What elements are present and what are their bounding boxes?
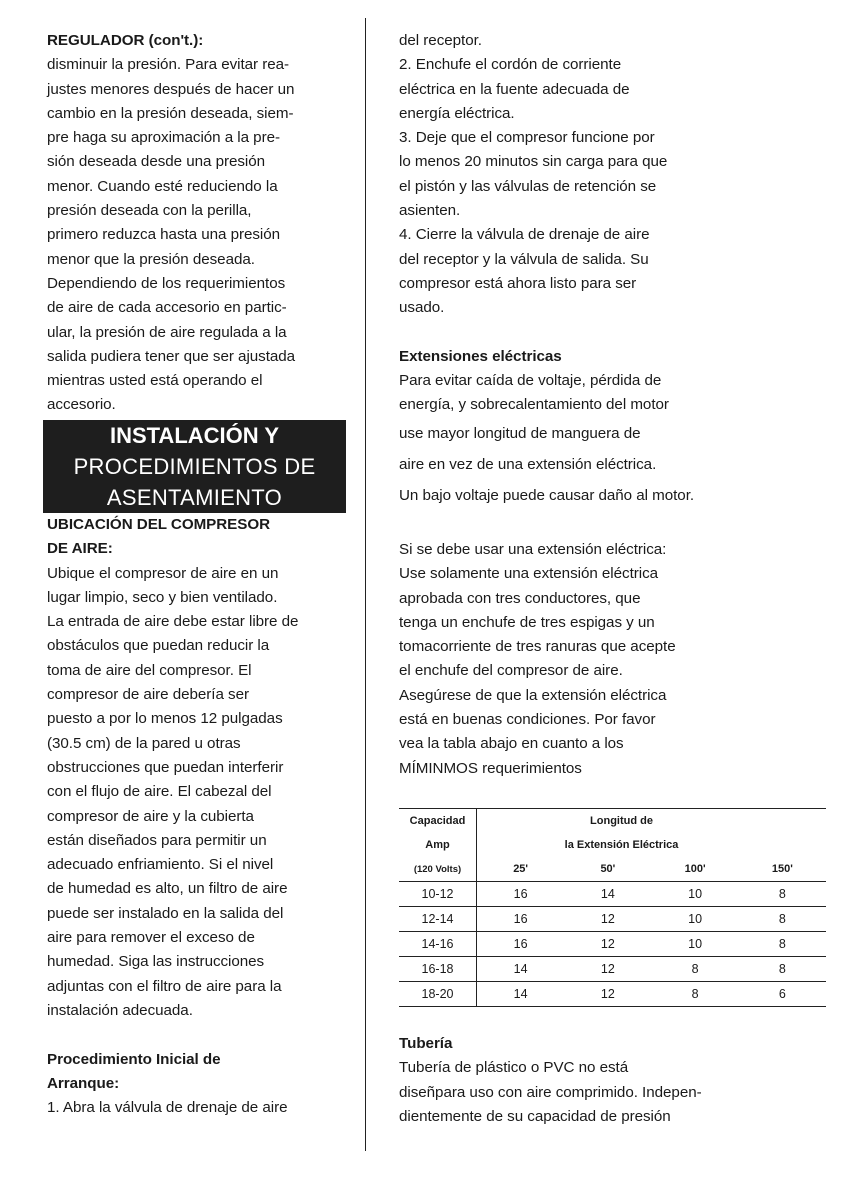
text-line: mientras usted está operando el: [47, 372, 263, 390]
procedimiento-heading-2: Arranque:: [47, 1074, 120, 1092]
table-cell: 8: [778, 962, 786, 976]
text-line: toma de aire del compresor. El: [47, 661, 252, 679]
text-line: primero reduzca hasta una presión: [47, 226, 281, 244]
extensiones-heading: Extensiones eléctricas: [399, 347, 562, 365]
text-line: Tubería de plástico o PVC no está: [399, 1059, 629, 1077]
procedimiento-heading: Procedimiento Inicial de: [47, 1050, 221, 1068]
extensiones-extra: [399, 418, 804, 512]
table-cell: 14-16: [399, 932, 477, 956]
text-line: salida pudiera tener que ser ajustada: [47, 347, 296, 365]
right-column-middle: [399, 538, 804, 781]
text-line: justes menores después de hacer un: [47, 80, 295, 98]
text-line: están diseñados para permitir un: [47, 831, 267, 849]
text-line: compresor de aire y la cubierta: [47, 807, 254, 825]
text-line: adecuado enfriamiento. Si el nivel: [47, 856, 274, 874]
table-cell: 16-18: [399, 957, 477, 981]
text-line: puesto a por lo menos 12 pulgadas: [47, 710, 283, 728]
text-line: Dependiendo de los requerimientos: [47, 274, 286, 292]
text-line: disminuir la presión. Para evitar rea-: [47, 56, 290, 74]
table-row: [399, 957, 826, 982]
text-line: está en buenas condiciones. Por favor: [399, 711, 656, 729]
text-line: use mayor longitud de manguera de: [399, 424, 641, 442]
text-line: energía, y sobrecalentamiento del motor: [399, 396, 669, 414]
table-cell: 8: [691, 987, 699, 1001]
text-line: sión deseada desde una presión: [47, 153, 266, 171]
text-line: compresor de aire debería ser: [47, 686, 249, 704]
table-cell: 10: [688, 912, 703, 926]
text-line: MÍMINMOS requerimientos: [399, 759, 582, 777]
text-line: asienten.: [399, 202, 461, 220]
table-header-cell: Amp: [399, 833, 477, 857]
text-line: aire para remover el exceso de: [47, 929, 255, 947]
text-line: aire en vez de una extensión eléctrica.: [399, 455, 657, 473]
table-header-cell: Capacidad: [399, 809, 477, 833]
banner-line-3: ASENTAMIENTO: [106, 485, 283, 510]
table-cell: 6: [778, 987, 786, 1001]
text-line: La entrada de aire debe estar libre de: [47, 613, 299, 631]
extension-cord-table: [399, 808, 826, 1007]
text-line: tenga un enchufe de tres espigas y un: [399, 613, 655, 631]
table-cell: 14: [513, 962, 528, 976]
table-cell: 10: [688, 937, 703, 951]
column-divider: [365, 18, 366, 1151]
text-line: pre haga su aproximación a la pre-: [47, 129, 280, 147]
ubicacion-heading-2: DE AIRE:: [47, 540, 113, 558]
text-line: del receptor.: [399, 32, 482, 49]
text-line: vea la tabla abajo en cuanto a los: [399, 735, 624, 753]
text-line: (30.5 cm) de la pared u otras: [47, 734, 241, 752]
text-line: energía eléctrica.: [399, 104, 515, 122]
text-line: cambio en la presión deseada, siem-: [47, 104, 294, 122]
table-cell: 16: [513, 887, 528, 901]
regulador-paragraph: [47, 53, 347, 417]
text-line: tomacorriente de tres ranuras que acepte: [399, 638, 676, 656]
text-line: aprobada con tres conductores, que: [399, 589, 641, 607]
text-line: Si se debe usar una extensión eléctrica:: [399, 541, 667, 558]
text-line: el pistón y las válvulas de retención se: [399, 177, 657, 195]
table-cell: 10: [688, 887, 703, 901]
text-line: Asegúrese de que la extensión eléctrica: [399, 686, 667, 704]
table-cell: 8: [691, 962, 699, 976]
left-column: [47, 29, 347, 418]
table-header-cell: Longitud de: [590, 815, 653, 827]
text-line: usado.: [399, 299, 445, 317]
text-line: del receptor y la válvula de salida. Su: [399, 250, 649, 268]
section-banner: [43, 420, 346, 513]
tuberia-heading: Tubería: [399, 1035, 453, 1052]
text-line: 4. Cierre la válvula de drenaje de aire: [399, 226, 650, 244]
spacer: [399, 321, 804, 345]
table-header-cell: 100': [684, 863, 706, 875]
text-line: menor que la presión deseada.: [47, 250, 255, 268]
table-cell: 16: [513, 937, 528, 951]
text-line: ular, la presión de aire regulada a la: [47, 323, 287, 341]
text-line: obstáculos que puedan reducir la: [47, 637, 270, 655]
table-header-cell: 25': [513, 863, 529, 875]
spacer: [47, 1023, 347, 1047]
table-cell: 12-14: [399, 907, 477, 931]
text-line: lugar limpio, seco y bien ventilado.: [47, 588, 278, 606]
table-row: [399, 982, 826, 1006]
table-row: [399, 882, 826, 907]
right-column: [399, 29, 804, 511]
table-cell: 12: [600, 987, 615, 1001]
table-cell: 14: [513, 987, 528, 1001]
table-header-row: [399, 809, 826, 833]
text-line: humedad. Siga las instrucciones: [47, 953, 265, 971]
banner-line-2: PROCEDIMIENTOS DE: [73, 454, 316, 479]
text-line: de aire de cada accesorio en partic-: [47, 299, 287, 317]
ubicacion-paragraph: [47, 562, 347, 1024]
table-cell: 12: [600, 962, 615, 976]
table-header-cell: (120 Volts): [399, 857, 477, 881]
text-line: instalación adecuada.: [47, 1001, 193, 1019]
table-cell: 10-12: [399, 882, 477, 906]
procedure-continuation: [399, 29, 804, 321]
text-line: Un bajo voltaje puede causar daño al motor.: [399, 487, 695, 505]
text-line: 3. Deje que el compresor funcione por: [399, 129, 655, 147]
table-cell: 14: [600, 887, 615, 901]
text-line: con el flujo de aire. El cabezal del: [47, 783, 272, 801]
table-row: [399, 932, 826, 957]
text-line: de humedad es alto, un filtro de aire: [47, 880, 288, 898]
table-header-cell: 150': [771, 863, 793, 875]
banner-line-1: INSTALACIÓN Y: [109, 423, 280, 448]
table-cell: 8: [778, 912, 786, 926]
ubicacion-heading: UBICACIÓN DEL COMPRESOR: [47, 516, 271, 533]
table-header-cell: 50': [600, 863, 616, 875]
text-line: eléctrica en la fuente adecuada de: [399, 80, 630, 98]
procedure-step-1: 1. Abra la válvula de drenaje de aire: [47, 1099, 288, 1117]
table-cell: 18-20: [399, 982, 477, 1006]
text-line: accesorio.: [47, 396, 116, 414]
right-column-bottom: [399, 1032, 804, 1129]
text-line: Ubique el compresor de aire en un: [47, 564, 279, 582]
text-line: puede ser instalado en la salida del: [47, 904, 284, 922]
table-cell: 8: [778, 937, 786, 951]
table-cell: 12: [600, 937, 615, 951]
table-cell: 8: [778, 887, 786, 901]
text-line: Para evitar caída de voltaje, pérdida de: [399, 372, 662, 390]
table-header-row: [399, 833, 826, 857]
table-cell: 16: [513, 912, 528, 926]
table-cell: 12: [600, 912, 615, 926]
text-line: compresor está ahora listo para ser: [399, 274, 637, 292]
text-line: diseñpara uso con aire comprimido. Indepen-: [399, 1083, 702, 1101]
text-line: adjuntas con el filtro de aire para la: [47, 977, 282, 995]
table-row: [399, 907, 826, 932]
text-line: Use solamente una extensión eléctrica: [399, 565, 659, 583]
table-header-cell: la Extensión Eléctrica: [564, 839, 679, 851]
si-paragraph: [399, 538, 804, 781]
text-line: dientemente de su capacidad de presión: [399, 1107, 671, 1125]
text-line: obstrucciones que puedan interferir: [47, 758, 284, 776]
table-header-row: [399, 857, 826, 882]
left-column-lower: [47, 513, 347, 1120]
text-line: lo menos 20 minutos sin carga para que: [399, 153, 668, 171]
text-line: presión deseada con la perilla,: [47, 202, 252, 220]
text-line: 2. Enchufe el cordón de corriente: [399, 56, 622, 74]
regulador-heading: REGULADOR (con't.):: [47, 32, 204, 49]
text-line: menor. Cuando esté reduciendo la: [47, 177, 278, 195]
text-line: el enchufe del compresor de aire.: [399, 662, 623, 680]
